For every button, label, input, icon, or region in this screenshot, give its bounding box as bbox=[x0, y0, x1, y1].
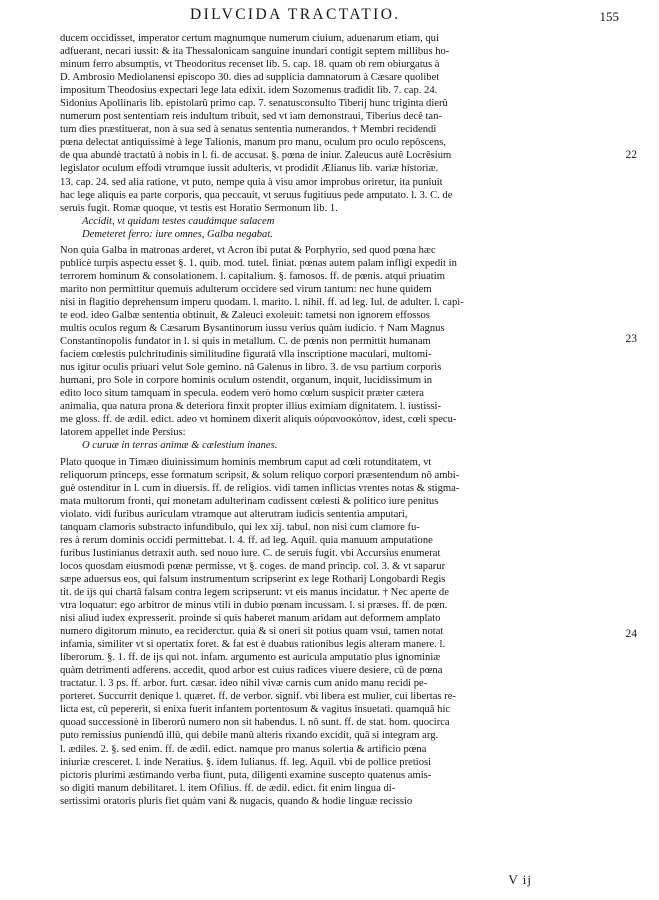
text-line: quàm detrimenti adferens. accedit, quod arbor est cuius radices viuere desiere, cû de pœna bbox=[60, 665, 443, 677]
text-line: sertissimi oratoris pluris fiet quàm vani & nugacis, quando & hodie linguæ recissio bbox=[60, 795, 413, 807]
text-line: 13. cap. 24. sed alia ratione, vt puto, nempe quia à visu amor improbus oriretur, ita puniuit bbox=[60, 176, 443, 188]
text-line: edito loco situm tamquam in specula. eodem verò homo cœlum suspicit præter cætera bbox=[60, 388, 424, 400]
text-line: puto remissius puniendû illû, qui debile manû alteris rixando excidit, quâ si integram arg. bbox=[60, 730, 439, 742]
text-line: porteret. Succurrit denique l. quæret. ff. de verbor. signif. vbi libera est mulier, cui libertas re- bbox=[60, 691, 456, 703]
text-line: Constantinopolis fundator in l. si quis in metallum. C. de pœnis non permittit humanam bbox=[60, 336, 431, 348]
text-line: quoad successionè in liberorû numero non sit habendus. l. nô sunt. ff. de stat. hom. quocirca bbox=[60, 717, 450, 729]
text-line: nus igitur oculis priuari velut Sole gemino. nâ Galenus in libro. 3. de vsu partium corporis bbox=[60, 362, 442, 374]
text-line: humani, pro Sole in corpore hominis oculum ostendit, organum, inquit, lucidissimum in bbox=[60, 375, 433, 387]
running-head bbox=[60, 6, 619, 28]
text-line: ducem occidisset, imperator certum magnumque numerum ciuium, aduenarum etiam, qui bbox=[60, 33, 439, 44]
text-line: adfuerant, necari iussit: & ita Thessalonicam sanguine inundari contigit septem millibus ho- bbox=[60, 46, 450, 58]
page-footer bbox=[60, 866, 546, 892]
text-line: sæpe aduersus eos, qui falsum instrumentum scripserint ex lege Rotharij Longobardi Regis bbox=[60, 573, 446, 585]
text-line: pictoris plurimi æstimando verba fiunt, puta, diligenti examine suscepto quatenus amis- bbox=[60, 769, 432, 781]
text-line: guè ostenditur in l. cum in diuersis. ff. de religios. vidi tamen inflictas vrentes notas & stigma- bbox=[60, 482, 460, 494]
text-line: nisi aliud iudex expresserit. proinde si quis haberet manum aridam aut deformem amplato bbox=[60, 613, 441, 625]
text-line: pœna delectat antiquissimè à lege Talionis, manum pro manu, oculum pro oculo repôscens, bbox=[60, 137, 446, 149]
text-line: terrorem hominum & consolationem. l. capitalium. §. famosos. ff. de pœnis. atqui priuatim bbox=[60, 270, 445, 282]
text-line: tum dies præstituerat, non à sua sed à senatus sententia numerandos. † Membri recidendi bbox=[60, 124, 437, 136]
text-line: Plato quoque in Timæo diuinissimum hominis membrum caput ad cœli rotunditatem, vt bbox=[60, 456, 432, 468]
text-line: publicè turpis aspectu esset §. 1. quib. mod. tutel. finiat. pœnas autem palam inflìgi expedit in bbox=[60, 257, 457, 269]
text-line: marito non permittitur quemuis adulterum occidere sed virum tantum: nec hune quidem bbox=[60, 283, 432, 295]
text-line: res à rerum dominis occidi permittebat. l. 4. ff. ad leg. Aquil. quia manuum amputatione bbox=[60, 534, 433, 546]
verse-line: Accidit, vt quidam testes caudámque salacem bbox=[82, 215, 275, 227]
text-line: impositum Theodosius expectari lege lata edixit. idem Sozomenus tradidit lib. 7. cap. 24. bbox=[60, 85, 438, 97]
text-line: faciem cœlestis pulchritudinis similitudine figuratâ vlla inscriptione maculari, multomi- bbox=[60, 349, 432, 361]
text-line: tanquam clamoris substracto infundibulo, qui lex xij. tabul. non nisi cum clamore fu- bbox=[60, 521, 420, 533]
text-line: l. ædiles. 2. §. sed enim. ff. de ædil. edict. namque pro manus solertia & artificio pœna bbox=[60, 743, 427, 755]
text-line: legislator oculum effodi vtrumque iussit adulteris, vt prodidit Ælianus lib. variæ historiæ. bbox=[60, 163, 439, 175]
text-line: animalia, qua natura prona & deteriora finxit propter illius eximiam dignitatem. l. iustissi- bbox=[60, 401, 441, 413]
text-line: liberorum. §. 1. ff. de ijs qui not. infam. argumento est auricula amputatio plus ignominiæ bbox=[60, 652, 441, 664]
verse-line: O curuæ in terras animæ & cælestium inanes. bbox=[82, 440, 278, 452]
text-line: numero digitorum minuto, ea reciderctur. quia & si oneri sit potius quam vsui, tamen notat bbox=[60, 626, 444, 638]
text-line: hac lege aliquis ea parte corporis, qua peccauit, vt seruus fugitiuus pede amputato. l. 3. C. de bbox=[60, 189, 453, 201]
text-line: mata multorum fronti, qui monetam adulterinam cudissent cœlesti & politico iure penitus bbox=[60, 495, 439, 507]
signature-mark: V ij bbox=[508, 872, 532, 887]
text-line: seruis fugit. Romæ quoque, vt testis est Horatio Sermonum lib. 1. bbox=[60, 202, 338, 214]
verse-line: Demeteret ferro: iure omnes, Galba negabat. bbox=[82, 228, 273, 240]
text-line: iniuriæ cresceret. l. inde Neratius. §. idem Iulianus. ff. leg. Aquil. vbi de pollice pretiosi bbox=[60, 756, 432, 768]
text-line: te eod. ideo Galbæ sententia obtinuit, & Zaleuci exoleuit: tametsi non ignorem effossos bbox=[60, 309, 430, 321]
page-number: 155 bbox=[599, 9, 619, 24]
margin-note-number: 23 bbox=[625, 333, 637, 345]
text-line: locos quosdam eiusmodi pœnæ permisse, vt §. coges. de mand princip. col. 3. & vt saparur bbox=[60, 560, 446, 572]
text-line: Sidonius Apollinaris lib. epistolarû primo cap. 7. senatusconsulto Tiberij hunc triginta dierû bbox=[60, 98, 448, 110]
margin-note-number: 24 bbox=[625, 628, 637, 640]
text-line: latorem appellet inde Persius: bbox=[60, 427, 186, 439]
text-line: reliquorum princeps, esse formatum scripsit, & solum reliquo corpori præsentendum nô ambi- bbox=[60, 469, 460, 481]
text-line: de qua abundè tractatû à nobis in l. fi. de accusat. §. pœna de iniur. Zaleucus autê Locrêsium bbox=[60, 150, 452, 162]
margin-note-number: 22 bbox=[625, 149, 637, 161]
text-line: so digiti manum debilitaret. l. item Ofilius. ff. de ædil. edict. fit enim lingua di- bbox=[60, 782, 396, 794]
text-line: tit. de ijs qui chartâ falsam contra legem scripserunt: vt eis manus incidatur. † Nec aperte de bbox=[60, 586, 449, 598]
text-line: minum ferro absumptis, vt Theodoritus recenset lib. 5. cap. 18. quam ob rem obiurgatus à bbox=[60, 59, 440, 71]
text-line: D. Ambrosio Mediolanensi episcopo 30. dies ad supplicia damnatorum à Cæsare quolibet bbox=[60, 72, 440, 84]
running-title: DILVCIDA TRACTATIO. bbox=[190, 6, 401, 23]
text-line: numerum post sententiam reis indultum tribuit, sed vt iam demonstraui, Tiberius decê tan- bbox=[60, 111, 442, 123]
text-line: me gloss. ff. de ædil. edict. adeo vt hominem dixerit aliquis οὐρανοσκόπον, idest, cœli specu- bbox=[60, 414, 457, 426]
text-line: Non quia Galba in matronas arderet, vt Acron ibi putat & Porphyrio, sed quod pœna hæc bbox=[60, 244, 436, 256]
text-line: licta est, cû pepererit, si enixa fuerit infantem portentosum & vagitus insuetati. quamquâ hic bbox=[60, 704, 451, 716]
text-line: violato. vidi furibus auriculam vtramque aut alterutram iudicis sententia amputari, bbox=[60, 508, 408, 520]
text-line bbox=[60, 808, 546, 821]
text-line: nisi in flagitio deprehensum imperu quodam. l. marito. l. nihil. ff. ad leg. Iul. de adulter. l. capi- bbox=[60, 296, 464, 308]
text-line: furibus Iustinianus detraxit auth. sed nouo iure. C. de seruis fugit. vbi Accursius enumerat bbox=[60, 547, 441, 559]
text-line: tractatur. l. 3 ps. ff. arbor. furt. cæsar. ideo nihil vivæ carnis cum anido manu recidi pe- bbox=[60, 678, 428, 690]
text-line: infamia, similiter vt si opertatix foret. & fat est è duabus rationibus legis alteram manere. l. bbox=[60, 639, 446, 651]
text-line: multis oculos regum & Cæsarum Bysantinorum iussu verius quàm iudicio. † Nam Magnus bbox=[60, 323, 445, 335]
body-text bbox=[60, 32, 546, 821]
text-line: vtra loquatur: ego arbitror de minus vtili in dubio pœnam incussam. l. si præses. ff. de pœn. bbox=[60, 600, 448, 612]
